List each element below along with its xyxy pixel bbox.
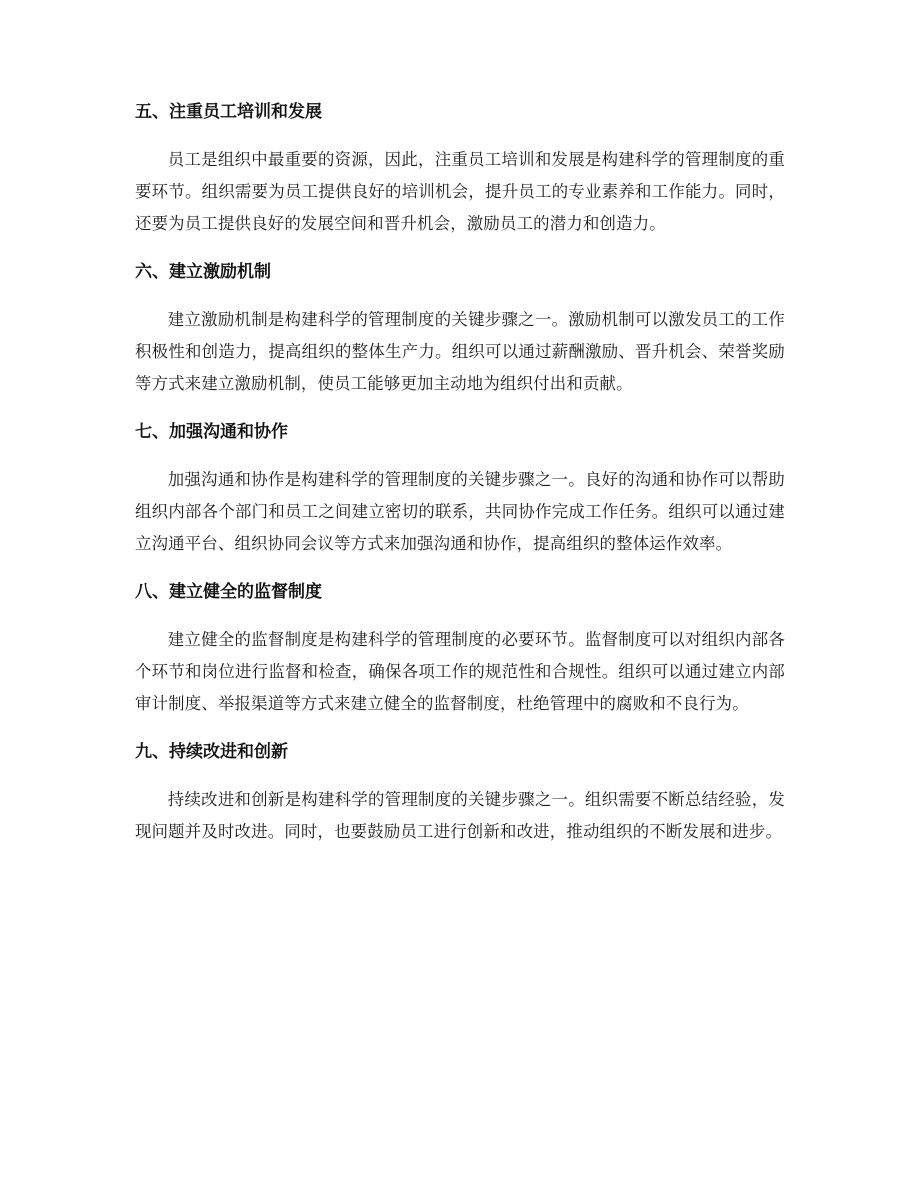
- section-paragraph: 建立健全的监督制度是构建科学的管理制度的必要环节。监督制度可以对组织内部各个环节和岗位进行监督和检查，确保各项工作的规范性和合规性。组织可以通过建立内部审计制度、举报渠道等方式来建立健全的监督制度，杜绝管理中的腐败和不良行为。: [135, 630, 785, 713]
- section-heading: 八、建立健全的监督制度: [135, 582, 322, 602]
- section-5: [135, 100, 785, 240]
- section-9: [135, 740, 785, 848]
- section-paragraph: 加强沟通和协作是构建科学的管理制度的关键步骤之一。良好的沟通和协作可以帮助组织内部各个部门和员工之间建立密切的联系，共同协作完成工作任务。组织可以通过建立沟通平台、组织协同会议等方式来加强沟通和协作，提高组织的整体运作效率。: [135, 470, 785, 553]
- section-8: [135, 580, 785, 720]
- section-heading: 六、建立激励机制: [135, 262, 271, 282]
- section-paragraph: 员工是组织中最重要的资源，因此，注重员工培训和发展是构建科学的管理制度的重要环节。组织需要为员工提供良好的培训机会，提升员工的专业素养和工作能力。同时，还要为员工提供良好的发展空间和晋升机会，激励员工的潜力和创造力。: [135, 150, 785, 233]
- section-heading: 五、注重员工培训和发展: [135, 102, 322, 122]
- document-page: [135, 100, 785, 868]
- section-paragraph: 持续改进和创新是构建科学的管理制度的关键步骤之一。组织需要不断总结经验，发现问题并及时改进。同时，也要鼓励员工进行创新和改进，推动组织的不断发展和进步。: [135, 790, 785, 841]
- section-7: [135, 420, 785, 560]
- section-6: [135, 260, 785, 400]
- section-heading: 七、加强沟通和协作: [135, 422, 288, 442]
- section-paragraph: 建立激励机制是构建科学的管理制度的关键步骤之一。激励机制可以激发员工的工作积极性和创造力，提高组织的整体生产力。组织可以通过薪酬激励、晋升机会、荣誉奖励等方式来建立激励机制，使员工能够更加主动地为组织付出和贡献。: [135, 310, 785, 393]
- section-heading: 九、持续改进和创新: [135, 742, 288, 762]
